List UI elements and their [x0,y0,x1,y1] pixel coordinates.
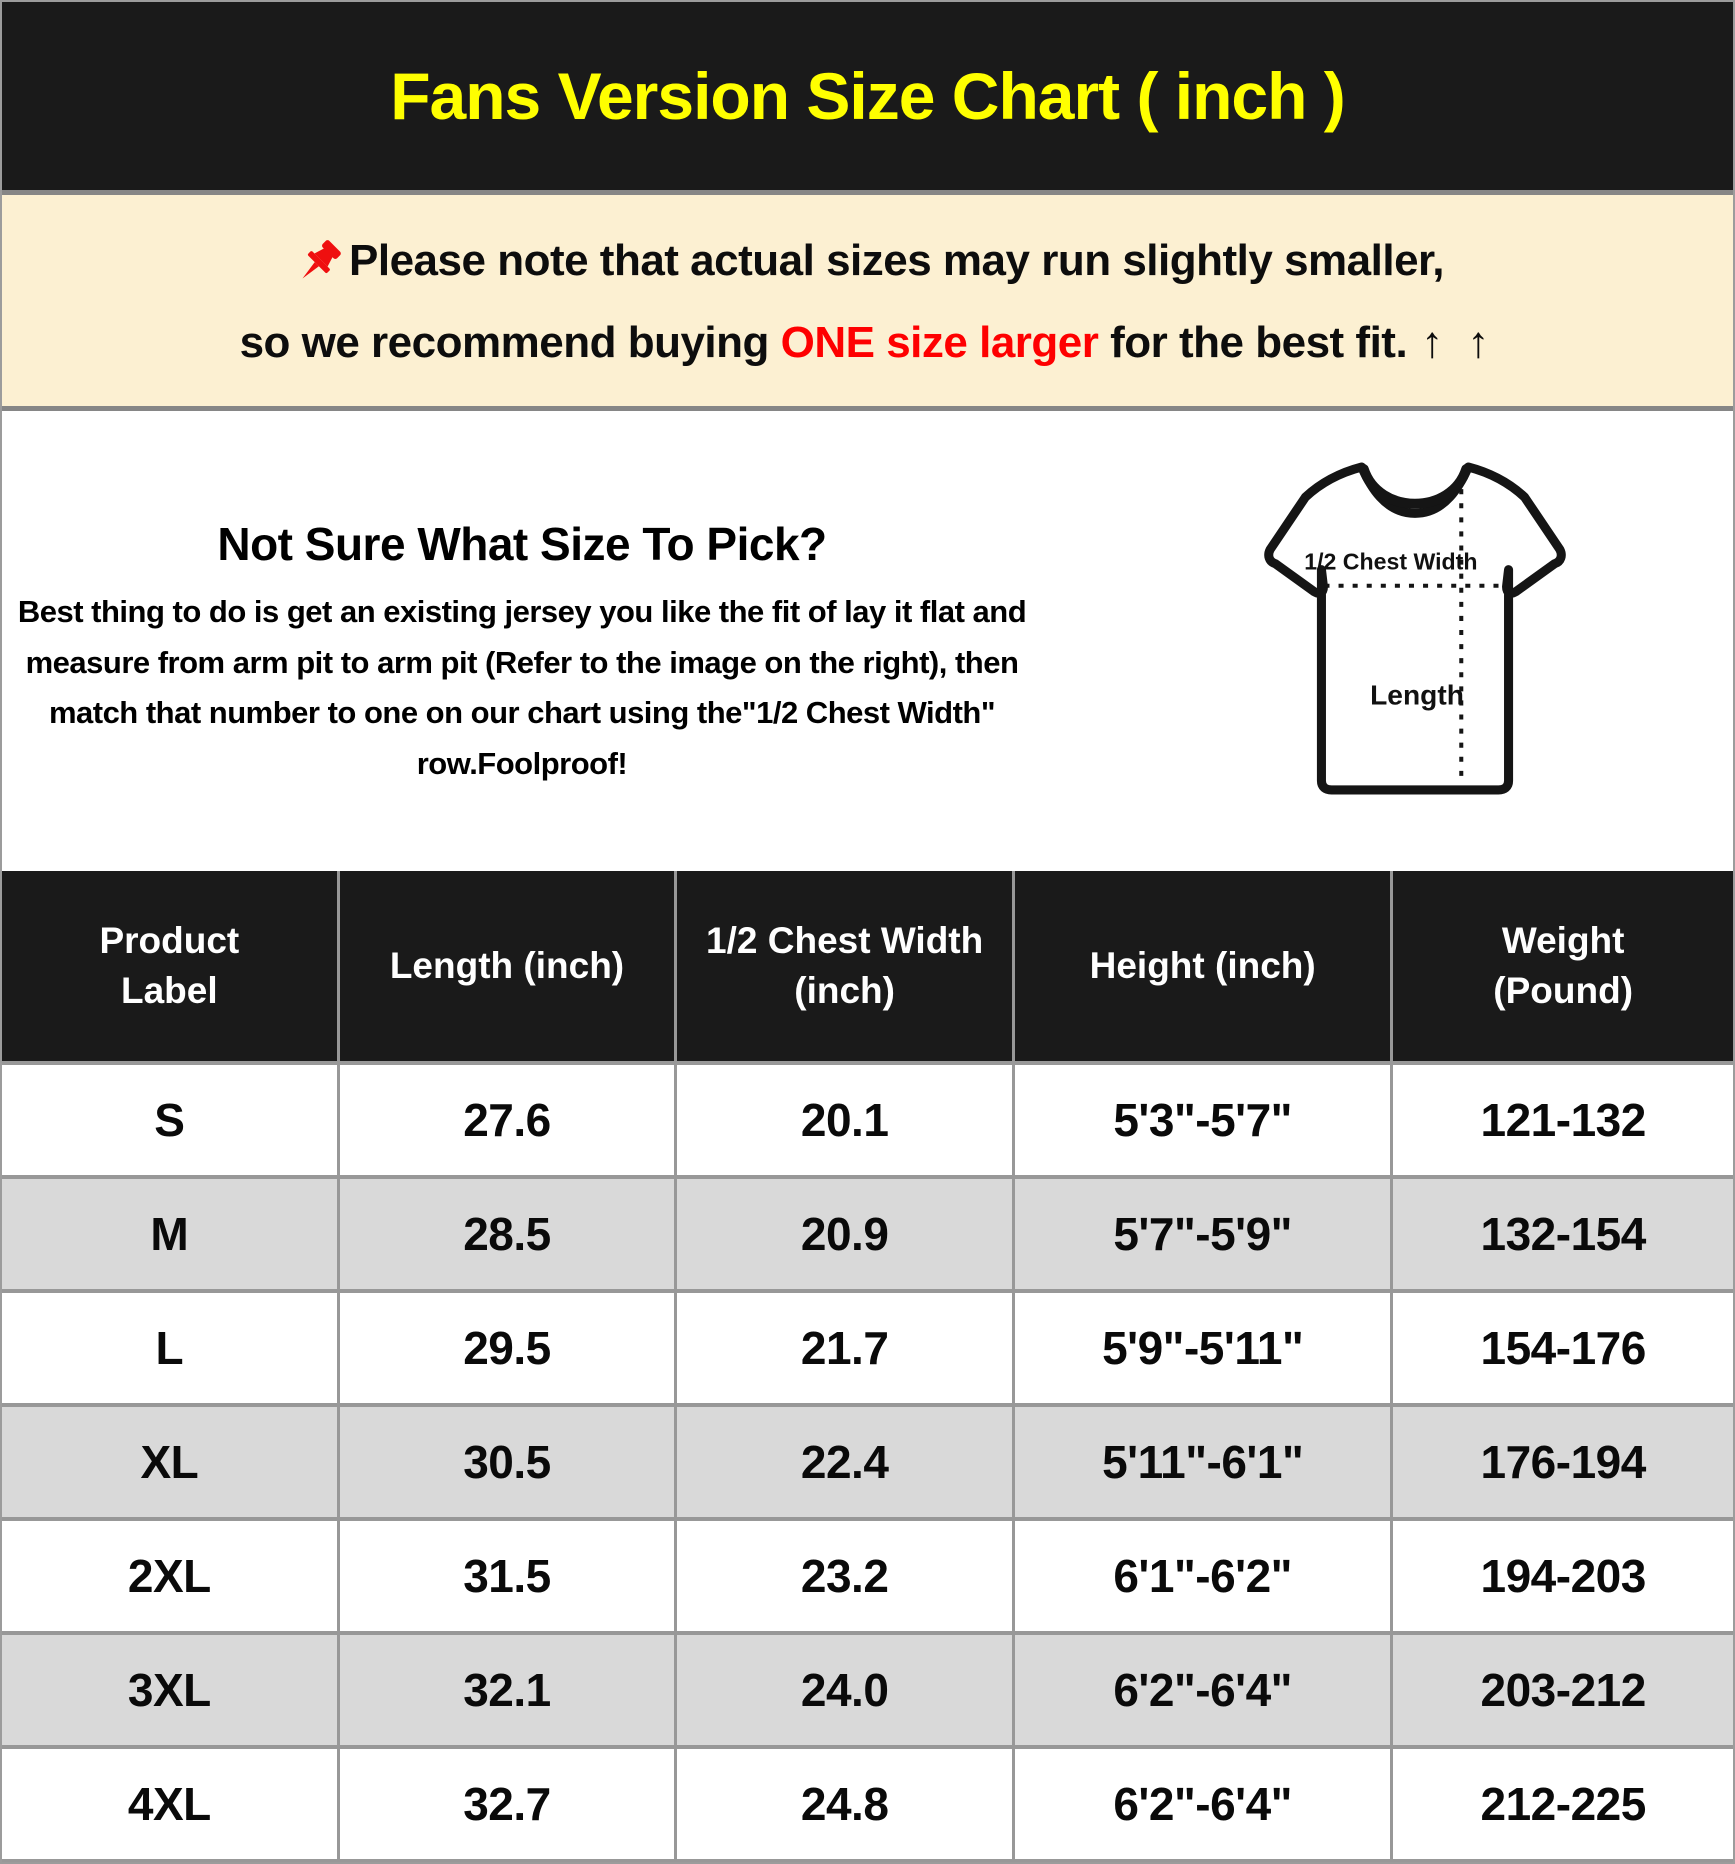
notice-line-2 [240,318,1496,368]
size-row-M-weight: 132-154 [1393,1179,1733,1289]
guide-heading: Not Sure What Size To Pick? [217,518,827,570]
size-row-L-chest: 21.7 [677,1293,1012,1403]
guide-body: Best thing to do is get an existing jersey you like the fit of lay it flat and measure from arm pit to arm pit (Refer to the image on the right), then match that number to one on our chart using the"1/2 Chest Width" row.Foolproof! [17,594,1027,781]
size-row-L-label: L [2,1293,337,1403]
size-row-XL-height: 5'11"-6'1" [1015,1407,1390,1517]
size-row-L-weight: 154-176 [1393,1293,1733,1403]
column-header-weight [1393,871,1733,1061]
up-arrows-icon: ↑ ↑ [1421,317,1496,367]
size-row-L-length: 29.5 [340,1293,675,1403]
size-row-2XL-weight: 194-203 [1393,1521,1733,1631]
column-header-height [1015,871,1390,1061]
size-row-S-chest: 20.1 [677,1065,1012,1175]
column-header-text: Height (inch) [1089,945,1316,987]
column-header-chest-width [677,871,1012,1061]
size-row-XL-label: XL [2,1407,337,1517]
size-row-2XL-label: 2XL [2,1521,337,1631]
size-row-M-chest: 20.9 [677,1179,1012,1289]
size-row-M-height: 5'7"-5'9" [1015,1179,1390,1289]
size-row-2XL-length: 31.5 [340,1521,675,1631]
size-row-XL-weight: 176-194 [1393,1407,1733,1517]
size-row-S-weight: 121-132 [1393,1065,1733,1175]
size-row-S-height: 5'3"-5'7" [1015,1065,1390,1175]
size-table [2,871,1733,1862]
size-row-S-label: S [2,1065,337,1175]
sizing-guide [2,411,1733,871]
size-row-L-height: 5'9"-5'11" [1015,1293,1390,1403]
pushpin-icon [291,236,345,290]
size-row-M-length: 28.5 [340,1179,675,1289]
notice-line-1 [291,234,1444,288]
notice-banner [2,195,1733,406]
size-row-4XL-weight: 212-225 [1393,1749,1733,1859]
size-row-4XL-height: 6'2"-6'4" [1015,1749,1390,1859]
size-row-4XL-length: 32.7 [340,1749,675,1859]
diagram-length-label: Length [1370,679,1464,711]
size-row-4XL-chest: 24.8 [677,1749,1012,1859]
column-header-product-label [2,871,337,1061]
size-row-3XL-weight: 203-212 [1393,1635,1733,1745]
size-row-S-length: 27.6 [340,1065,675,1175]
diagram-chest-label: 1/2 Chest Width [1304,548,1478,575]
column-header-text: Length (inch) [389,945,625,987]
tshirt-outline-icon [1264,461,1566,797]
notice-line2-suffix: for the best fit. [1098,317,1408,367]
column-header-text: Weight (Pound) [1493,920,1634,1011]
size-row-4XL-label: 4XL [2,1749,337,1859]
column-header-length [340,871,675,1061]
notice-line1-text: Please note that actual sizes may run slightly smaller, [349,235,1444,285]
tshirt-diagram [1264,461,1566,802]
size-row-2XL-height: 6'1"-6'2" [1015,1521,1390,1631]
size-row-3XL-length: 32.1 [340,1635,675,1745]
size-row-XL-length: 30.5 [340,1407,675,1517]
size-row-M-label: M [2,1179,337,1289]
notice-highlight: ONE size larger [780,317,1099,367]
size-row-3XL-chest: 24.0 [677,1635,1012,1745]
column-header-text: 1/2 Chest Width (inch) [706,920,984,1011]
size-row-3XL-label: 3XL [2,1635,337,1745]
title-bar [2,2,1733,190]
size-row-XL-chest: 22.4 [677,1407,1012,1517]
size-row-2XL-chest: 23.2 [677,1521,1012,1631]
notice-line2-prefix: so we recommend buying [239,317,781,367]
column-header-text: Product Label [99,920,240,1011]
sizing-guide-text [2,411,1042,789]
page-title: Fans Version Size Chart ( inch ) [390,59,1345,133]
size-row-3XL-height: 6'2"-6'4" [1015,1635,1390,1745]
